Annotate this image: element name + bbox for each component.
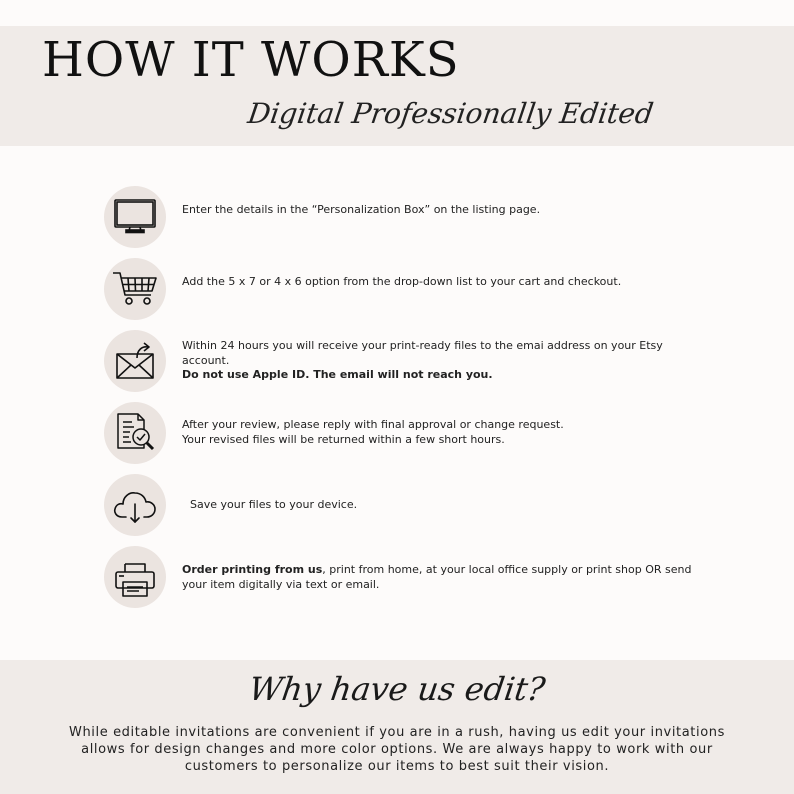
step-1-text: Enter the details in the “Personalization Box” on the listing page. xyxy=(182,203,541,216)
step-6-bold: Order printing from us xyxy=(182,563,323,576)
monitor-icon xyxy=(104,186,166,248)
printer-icon xyxy=(104,546,166,608)
step-2-text: Add the 5 x 7 or 4 x 6 option from the drop-down list to your cart and checkout. xyxy=(182,275,622,288)
step-4 xyxy=(104,402,724,464)
step-4-text: After your review, please reply with final approval or change request. xyxy=(182,418,564,431)
step-1 xyxy=(104,186,724,248)
step-2 xyxy=(104,258,724,320)
step-6 xyxy=(104,546,724,608)
cart-icon xyxy=(104,258,166,320)
step-6-text-block xyxy=(182,563,692,592)
email-icon xyxy=(104,330,166,392)
footer-heading: Why have us edit? xyxy=(246,670,548,708)
step-5 xyxy=(104,474,724,536)
document-review-icon xyxy=(104,402,166,464)
step-3-warning: Do not use Apple ID. The email will not reach you. xyxy=(182,368,493,381)
step-4-text-2: Your revised files will be returned within a few short hours. xyxy=(182,432,505,446)
step-3 xyxy=(104,330,724,392)
footer-body: While editable invitations are convenient if you are in a rush, having us edit your invitations allows for design changes and more color options. We are always happy to work with our customers to personalize our items to best suit their vision. xyxy=(69,725,725,774)
step-3-text: Within 24 hours you will receive your print-ready files to the emai address on your Etsy account. xyxy=(182,339,663,367)
cloud-download-icon xyxy=(104,474,166,536)
step-5-text: Save your files to your device. xyxy=(190,498,358,511)
step-6-text: , print from home, at your local office supply or print shop OR send your item digitally via text or email. xyxy=(182,563,692,591)
page-title: HOW IT WORKS xyxy=(42,32,460,88)
step-3-text-block xyxy=(182,339,692,383)
page-subtitle: Digital Professionally Edited xyxy=(245,97,656,130)
step-4-text-block xyxy=(182,418,692,447)
